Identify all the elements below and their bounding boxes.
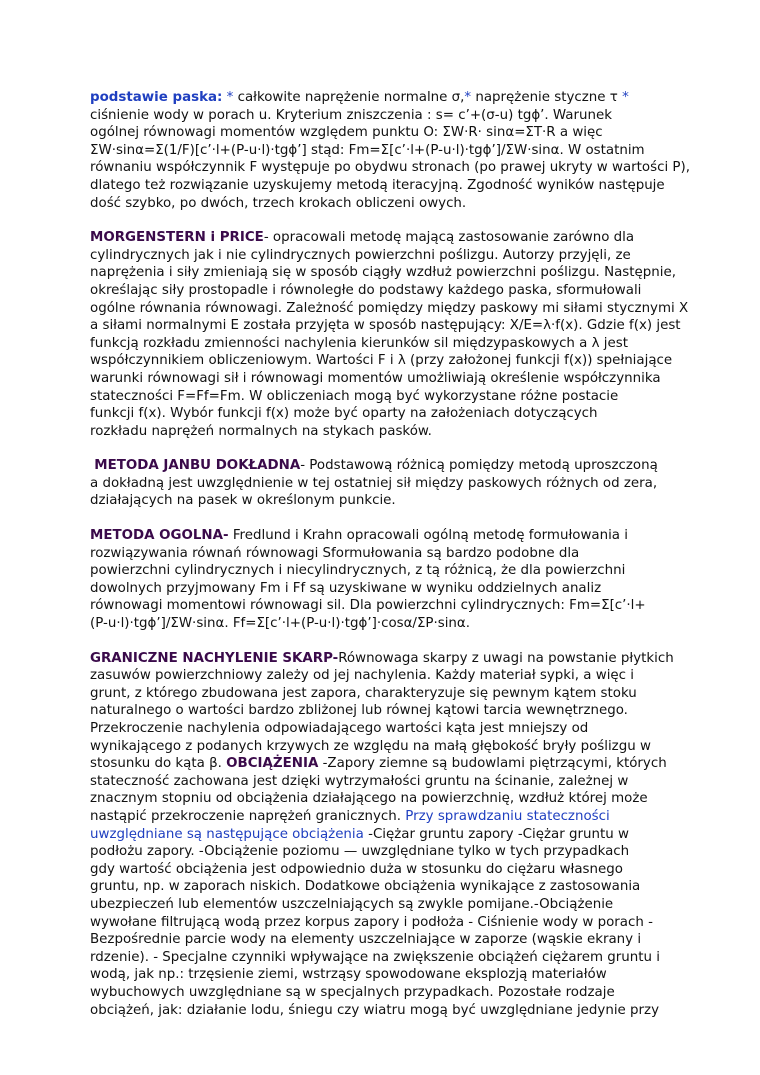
text-line: Bezpośrednie parcie wody na elementy uszczelniające w zaporze (wąskie ekrany i bbox=[90, 932, 642, 948]
text-line: funkcji f(x). Wybór funkcji f(x) może być oparty na założeniach dotyczących bbox=[90, 406, 598, 422]
text-line: GRANICZNE NACHYLENIE SKARP-Równowaga skarpy z uwagi na powstanie płytkich bbox=[90, 650, 674, 666]
text-line: stateczność zachowana jest dzięki wytrzymałości gruntu na ścinanie, zależnej w bbox=[90, 773, 629, 789]
text-line: wywołane filtrującą wodą przez korpus zapory i podłoża - Ciśnienie wody w porach - bbox=[90, 914, 653, 930]
section-heading: MORGENSTERN i PRICE bbox=[90, 230, 264, 246]
text-line: METODA OGOLNA- Fredlund i Krahn opracowali ogólną metodę formułowania i bbox=[90, 528, 628, 544]
text-line: a siłami normalnymi E została przyjęta w sposób następujący: X/E=λ·f(x). Gdzie f(x) jest bbox=[90, 318, 681, 334]
text-line: stosunku do kąta β. OBCIĄŻENIA -Zapory ziemne są budowlami piętrzącymi, których bbox=[90, 756, 667, 772]
paragraph-morgenstern-price bbox=[90, 229, 702, 440]
text-line: gdy wartość obciążenia jest odpowiednio duża w stosunku do ciężaru własnego bbox=[90, 861, 623, 877]
text-line: wodą, jak np.: trzęsienie ziemi, wstrząsy spowodowane eksplozją materiałów bbox=[90, 967, 607, 983]
text-line: warunki równowagi sił i równowagi momentów umożliwiają określenie współczynnika bbox=[90, 370, 661, 386]
section-heading: GRANICZNE NACHYLENIE SKARP- bbox=[90, 650, 339, 666]
highlighted-text: uwzględniane są następujące obciążenia bbox=[90, 826, 364, 842]
section-heading: OBCIĄŻENIA bbox=[226, 756, 319, 772]
text-line: działających na pasek w określonym punkcie. bbox=[90, 493, 396, 509]
text-line: cylindrycznych jak i nie cylindrycznych powierzchni poślizgu. Autorzy przyjęli, ze bbox=[90, 247, 631, 263]
text-line: znacznym stopniu od obciążenia działającego na powierzchnię, wzdłuż której może bbox=[90, 791, 648, 807]
text-line: gruntu, np. w zaporach niskich. Dodatkowe obciążenia wynikające z zastosowania bbox=[90, 879, 641, 895]
text-line: rdzenie). - Specjalne czynniki wpływające na zwiększenie obciążeń ciężarem gruntu i bbox=[90, 949, 660, 965]
text-line: podłożu zapory. -Obciążenie poziomu — uwzględniane tylko w tych przypadkach bbox=[90, 844, 630, 860]
text-line: nastąpić przekroczenie naprężeń granicznych. Przy sprawdzaniu stateczności bbox=[90, 808, 610, 824]
text-line: ubezpieczeń lub elementów uszczelniających są zwykle pomijane.-Obciążenie bbox=[90, 896, 614, 912]
text-line: a dokładną jest uwzględnienie w tej ostatniej sił między paskowych różnych od zera, bbox=[90, 475, 658, 491]
text-line: uwzględniane są następujące obciążenia -Ciężar gruntu zapory -Ciężar gruntu w bbox=[90, 826, 629, 842]
paragraph-podstawie-paska bbox=[90, 89, 702, 212]
section-heading: METODA JANBU DOKŁADNA bbox=[94, 458, 301, 474]
paragraph-graniczne-nachylenie bbox=[90, 650, 702, 1019]
text-line: stateczności F=Ff=Fm. W obliczeniach mogą być wykorzystane różne postacie bbox=[90, 388, 619, 404]
text-line: MORGENSTERN i PRICE- opracowali metodę mającą zastosowanie zarówno dla bbox=[90, 230, 635, 246]
text-line: równowagi momentowi równowagi sil. Dla powierzchni cylindrycznych: Fm=Σ[c’·l+ bbox=[90, 598, 646, 614]
text-line: ogólne równania równowagi. Zależność pomiędzy między paskowy mi siłami stycznymi X bbox=[90, 300, 689, 316]
document-page bbox=[90, 89, 702, 1036]
text-line: dlatego też rozwiązanie uzyskujemy metodą iteracyjną. Zgodność wyników następuje bbox=[90, 177, 665, 193]
highlighted-text: Przy sprawdzaniu stateczności bbox=[405, 808, 610, 824]
section-heading: METODA OGOLNA- bbox=[90, 528, 229, 544]
paragraph-metoda-ogolna bbox=[90, 527, 702, 633]
text-line: naprężenia i siły zmieniają się w sposób ciągły wzdłuż powierzchni poślizgu. Następnie, bbox=[90, 265, 676, 281]
text-line: grunt, z którego zbudowana jest zapora, charakteryzuje się pewnym kątem stoku bbox=[90, 685, 637, 701]
text-line: wybuchowych uwzględniane są w specjalnych przypadkach. Pozostałe rodzaje bbox=[90, 984, 615, 1000]
text-line: Przekroczenie nachylenia odpowiadającego wartości kąta jest mniejszy od bbox=[90, 721, 589, 736]
text-line: ΣW·sinα=Σ(1/F)[c’·l+(P-u·l)·tgϕ’] stąd: Fm=Σ[c’·l+(P-u·l)·tgϕ’]/ΣW·sinα. W ostatnim bbox=[90, 142, 645, 158]
text-line: współczynnikiem obliczeniowym. Wartości F i λ (przy założonej funkcji f(x)) spełniające bbox=[90, 353, 673, 369]
text-line: naturalnego o wartości bardzo zbliżonej lub równej kątowi tarcia wewnętrznego. bbox=[90, 703, 628, 719]
text-line: dowolnych przyjmowany Fm i Ff są uzyskiwane w wyniku oddzielnych analiz bbox=[90, 580, 602, 596]
text-line: zasuwów powierzchniowy zależy od jej nachylenia. Każdy materiał sypki, a więc i bbox=[90, 668, 635, 684]
text-line: (P-u·l)·tgϕ’]/ΣW·sinα. Ff=Σ[c’·l+(P-u·l)·tgϕ’]·cosα/ΣP·sinα. bbox=[90, 616, 471, 632]
text-line: funkcją rozkładu zmienności nachylenia kierunków sil międzypaskowych a λ jest bbox=[90, 335, 628, 351]
text-line: METODA JANBU DOKŁADNA- Podstawową różnicą pomiędzy metodą uproszczoną bbox=[94, 458, 658, 474]
text-line: wynikającego z podanych krzywych ze względu na małą głębokość bryły poślizgu w bbox=[90, 738, 651, 754]
text-line: równaniu współczynnik F występuje po obydwu stronach (po prawej ukryty w wartości P), bbox=[90, 160, 690, 176]
paragraph-janbu bbox=[90, 457, 702, 510]
text-line: rozwiązywania równań równowagi Sformułowania są bardzo podobne dla bbox=[90, 545, 580, 561]
text-line: rozkładu naprężeń normalnych na stykach pasków. bbox=[90, 423, 432, 439]
text-line: ciśnienie wody w porach u. Kryterium zniszczenia : s= c’+(σ-u) tgϕ’. Warunek bbox=[90, 107, 612, 123]
section-heading: podstawie paska: bbox=[90, 90, 223, 105]
text-line: ogólnej równowagi momentów względem punktu O: ΣW·R· sinα=ΣT·R a więc bbox=[90, 125, 603, 141]
text-line: obciążeń, jak: działanie lodu, śniegu czy wiatru mogą być uwzględniane jedynie przy bbox=[90, 1002, 659, 1018]
text-line: dość szybko, po dwóch, trzech krokach obliczeni owych. bbox=[90, 195, 467, 211]
text-line: określając siły prostopadle i równoległe do podstawy każdego paska, sformułowali bbox=[90, 282, 642, 298]
text-line: powierzchni cylindrycznych i niecylindrycznych, z tą różnicą, że dla powierzchni bbox=[90, 563, 626, 579]
text-line: podstawie paska: * całkowite naprężenie normalne σ,* naprężenie styczne τ * bbox=[90, 90, 629, 105]
